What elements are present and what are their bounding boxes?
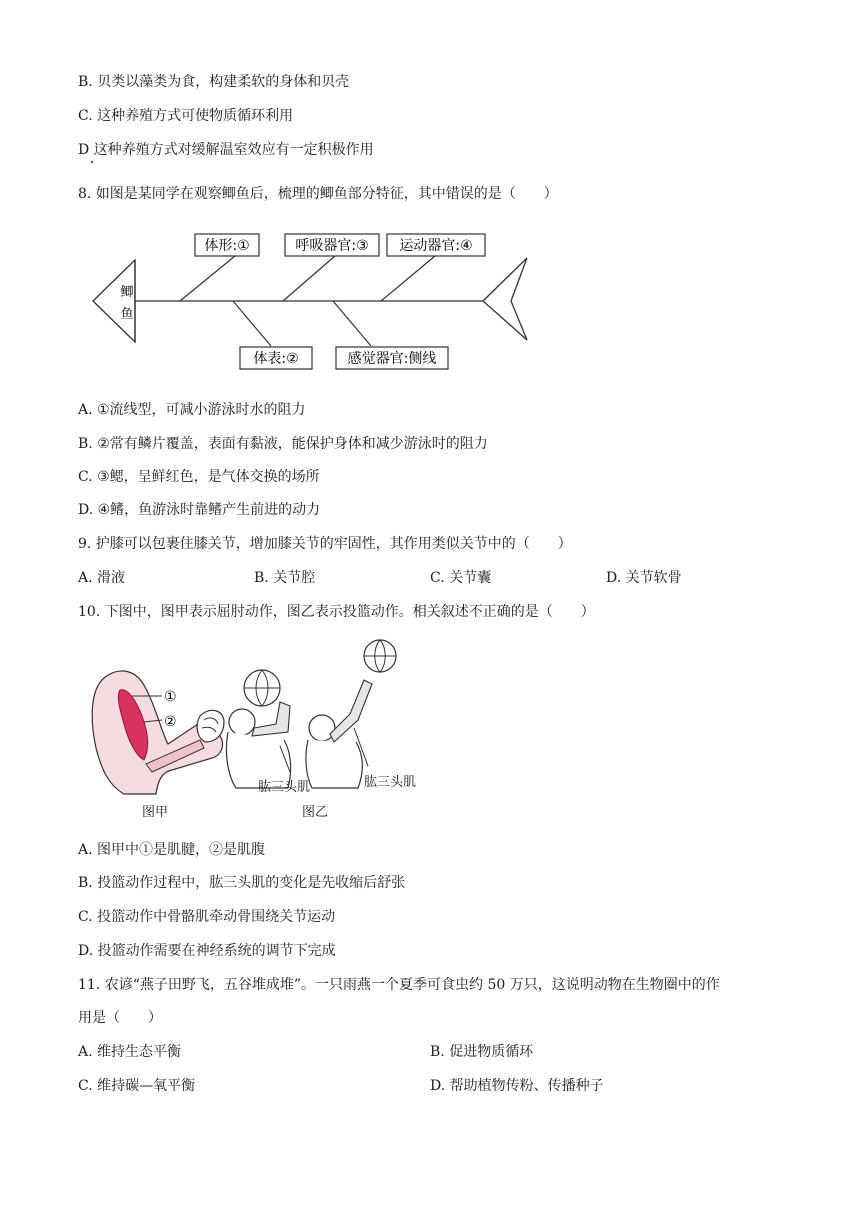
q8-option-c: C. ③鳃，呈鲜红色，是气体交换的场所 — [78, 469, 320, 485]
fish-tail-shape — [483, 258, 527, 340]
q8-fishbone-diagram — [85, 222, 545, 374]
box-surface-label: 体表:② — [253, 351, 299, 367]
head-label-2: 鱼 — [120, 307, 134, 322]
q9-option-c: C. 关节囊 — [430, 570, 492, 586]
q10-option-d: D. 投篮动作需要在神经系统的调节下完成 — [78, 943, 336, 959]
box-shape-label: 体形:① — [204, 238, 250, 254]
box-breath-label: 呼吸器官:③ — [295, 238, 369, 254]
q7-option-b: B. 贝类以藻类为食，构建柔软的身体和贝壳 — [78, 74, 350, 90]
q10-option-b: B. 投篮动作过程中，肱三头肌的变化是先收缩后舒张 — [78, 875, 406, 891]
q8-option-d: D. ④鳍，鱼游泳时靠鳍产生前进的动力 — [78, 502, 321, 518]
marker-1: ① — [164, 689, 177, 705]
q10-figure-arm — [84, 660, 234, 800]
q11-stem-line-1: 11. 农谚“燕子田野飞，五谷堆成堆”。一只雨燕一个夏季可食虫约 50 万只，这说明动物在生物圈中的作 — [78, 977, 720, 993]
player-2-arm — [330, 680, 372, 742]
q11-option-d: D. 帮助植物传粉、传播种子 — [430, 1078, 604, 1094]
triceps-label-1: 肱三头肌 — [258, 780, 311, 795]
marker-2: ② — [164, 714, 177, 730]
q9-stem: 9. 护膝可以包裹住膝关节，增加膝关节的牢固性，其作用类似关节中的（ ） — [78, 536, 572, 552]
caption-figure-b: 图乙 — [302, 805, 329, 820]
box-move-label: 运动器官:④ — [399, 238, 473, 254]
fish-head-shape — [93, 260, 135, 342]
q8-option-a: A. ①流线型，可减小游泳时水的阻力 — [78, 402, 306, 418]
q10-option-c: C. 投篮动作中骨骼肌牵动骨围绕关节运动 — [78, 909, 336, 925]
head-label-1: 鲫 — [120, 285, 134, 300]
q7-option-c: C. 这种养殖方式可使物质循环利用 — [78, 108, 294, 124]
q9-option-a: A. 滑液 — [78, 570, 126, 586]
caption-figure-a: 图甲 — [142, 805, 169, 820]
q7-option-d: D 这种养殖方式对缓解温室效应有一定积极作用 — [78, 142, 374, 158]
triceps-label-2: 肱三头肌 — [364, 775, 417, 790]
q11-option-b: B. 促进物质循环 — [430, 1044, 534, 1060]
player-1-head — [229, 709, 255, 735]
stray-dot — [91, 161, 93, 163]
box-sense-label: 感觉器官:侧线 — [347, 351, 437, 367]
q10-stem: 10. 下图中，图甲表示屈肘动作，图乙表示投篮动作。相关叙述不正确的是（ ） — [78, 604, 595, 620]
q8-option-b: B. ②常有鳞片覆盖，表面有黏液，能保护身体和减少游泳时的阻力 — [78, 436, 488, 452]
q11-option-a: A. 维持生态平衡 — [78, 1044, 182, 1060]
q9-option-b: B. 关节腔 — [254, 570, 316, 586]
q11-stem-line-2: 用是（ ） — [78, 1010, 162, 1026]
player-1-arm — [252, 702, 290, 736]
q8-stem: 8. 如图是某同学在观察鲫鱼后，梳理的鲫鱼部分特征，其中错误的是（ ） — [78, 186, 558, 202]
q11-option-c: C. 维持碳—氧平衡 — [78, 1078, 196, 1094]
q10-option-a: A. 图甲中①是肌腱，②是肌腹 — [78, 842, 266, 858]
q9-option-d: D. 关节软骨 — [606, 570, 682, 586]
